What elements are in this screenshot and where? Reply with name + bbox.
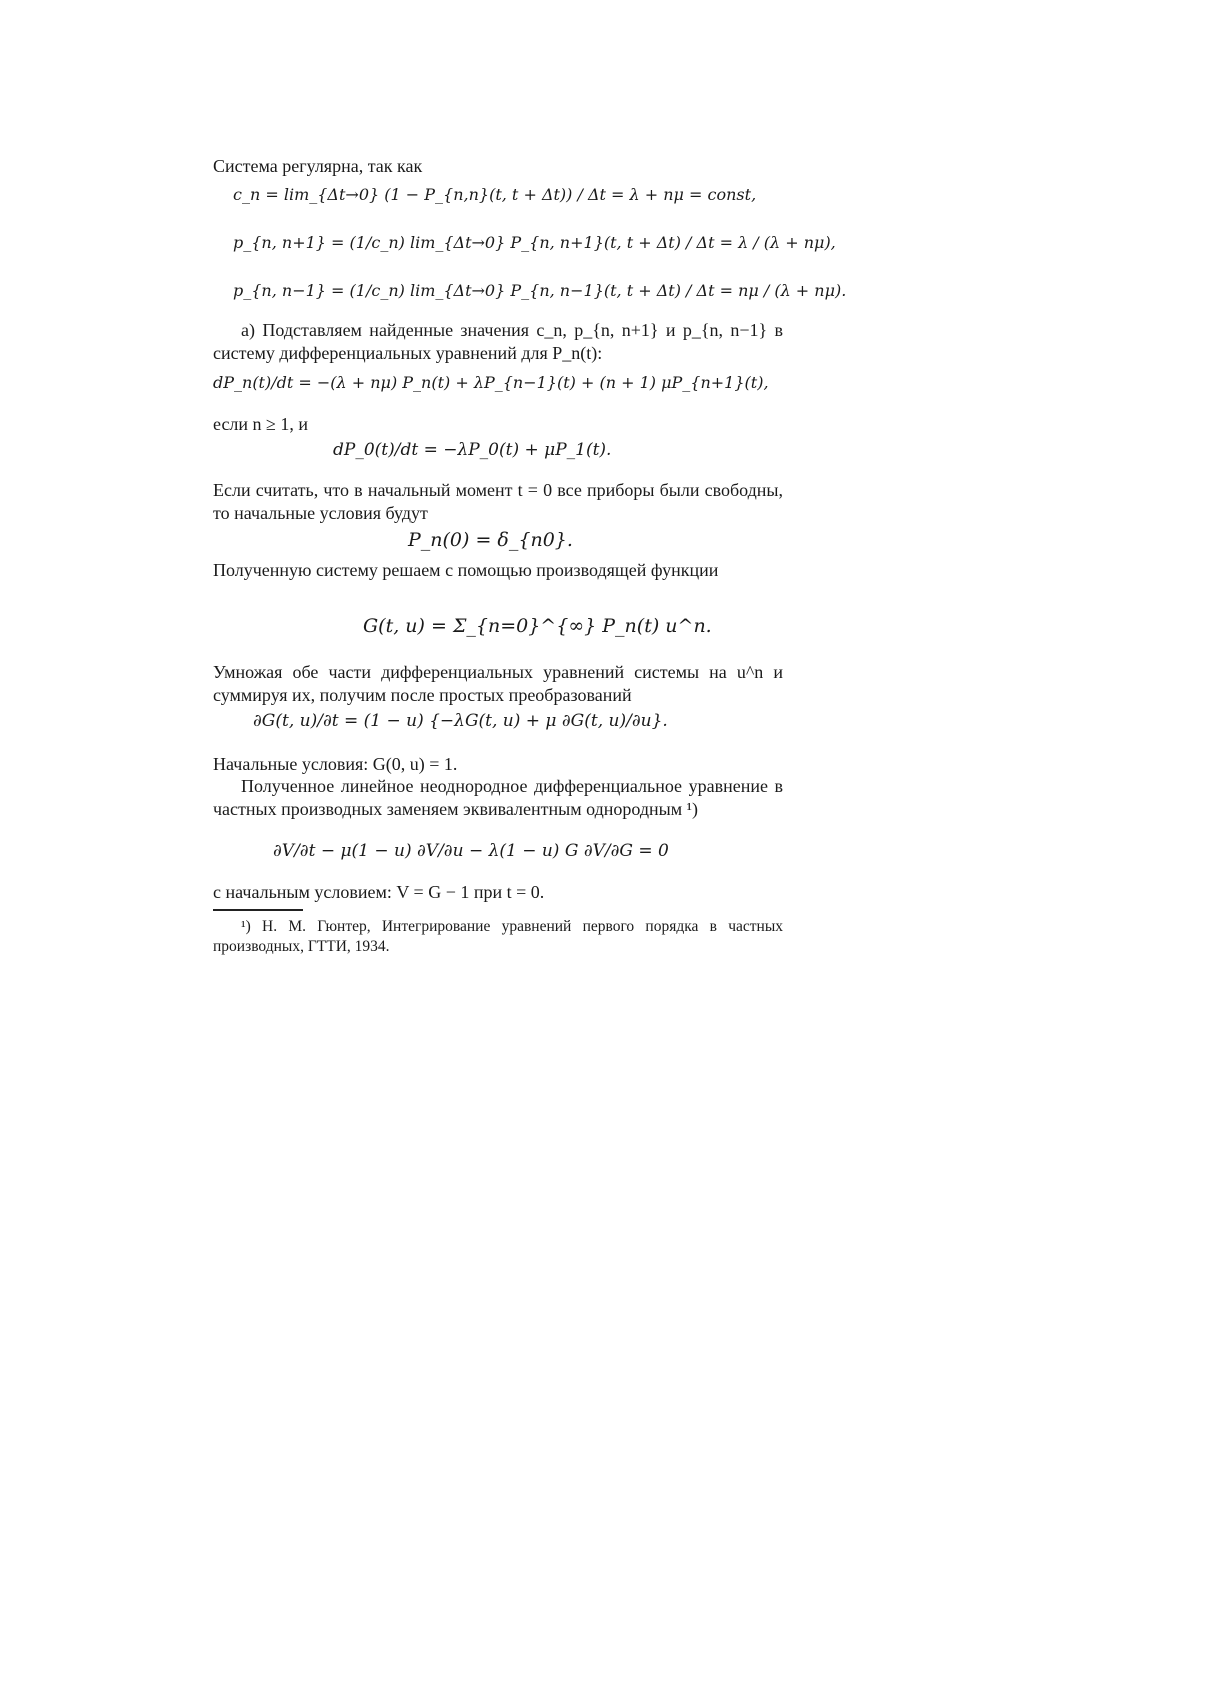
text-paragraph: Полученную систему решаем с помощью производящей функции bbox=[213, 560, 719, 580]
text-paragraph: Если считать, что в начальный момент t = 0 все приборы были свободны, то начальные условия будут bbox=[213, 480, 783, 523]
text-line: Начальные условия: G(0, u) = 1. bbox=[213, 754, 458, 774]
formula-dpn-dt: dP_n(t)/dt = −(λ + nμ) P_n(t) + λP_{n−1}(t) + (n + 1) μP_{n+1}(t), bbox=[213, 373, 769, 392]
formula-dg-dt: ∂G(t, u)/∂t = (1 − u) {−λG(t, u) + μ ∂G(t, u)/∂u}. bbox=[253, 711, 668, 731]
text-line: Система регулярна, так как bbox=[213, 156, 423, 176]
formula-dp0-dt: dP_0(t)/dt = −λP_0(t) + μP_1(t). bbox=[333, 440, 612, 460]
formula-homogeneous: ∂V/∂t − μ(1 − u) ∂V/∂u − λ(1 − u) G ∂V/∂G = 0 bbox=[273, 841, 669, 861]
text-line: с начальным условием: V = G − 1 при t = 0. bbox=[213, 882, 545, 902]
text-paragraph: а) Подставляем найденные значения c_n, p_{n, n+1} и p_{n, n−1} в систему дифференциальных уравнений для P_n(t): bbox=[213, 320, 783, 363]
text-paragraph: Умножая обе части дифференциальных уравнений системы на u^n и суммируя их, получим после простых преобразований bbox=[213, 662, 783, 705]
formula-p-n-n-plus-1: p_{n, n+1} = (1/c_n) lim_{Δt→0} P_{n, n+1}(t, t + Δt) / Δt = λ / (λ + nμ), bbox=[233, 233, 836, 252]
formula-p-n-n-minus-1: p_{n, n−1} = (1/c_n) lim_{Δt→0} P_{n, n−1}(t, t + Δt) / Δt = nμ / (λ + nμ). bbox=[233, 281, 847, 300]
formula-c-n: c_n = lim_{Δt→0} (1 − P_{n,n}(t, t + Δt)) / Δt = λ + nμ = const, bbox=[233, 185, 757, 204]
footnote: ¹) Н. М. Гюнтер, Интегрирование уравнений первого порядка в частных производных, ГТТИ, 1934. bbox=[213, 918, 783, 956]
formula-initial-pn: P_n(0) = δ_{n0}. bbox=[408, 529, 573, 551]
footnote-rule bbox=[213, 909, 303, 911]
formula-generating-function: G(t, u) = Σ_{n=0}^{∞} P_n(t) u^n. bbox=[363, 615, 712, 637]
text-paragraph: Полученное линейное неоднородное дифференциальное уравнение в частных производных заменяем эквивалентным однородным ¹) bbox=[213, 776, 783, 819]
text-line: если n ≥ 1, и bbox=[213, 414, 309, 434]
